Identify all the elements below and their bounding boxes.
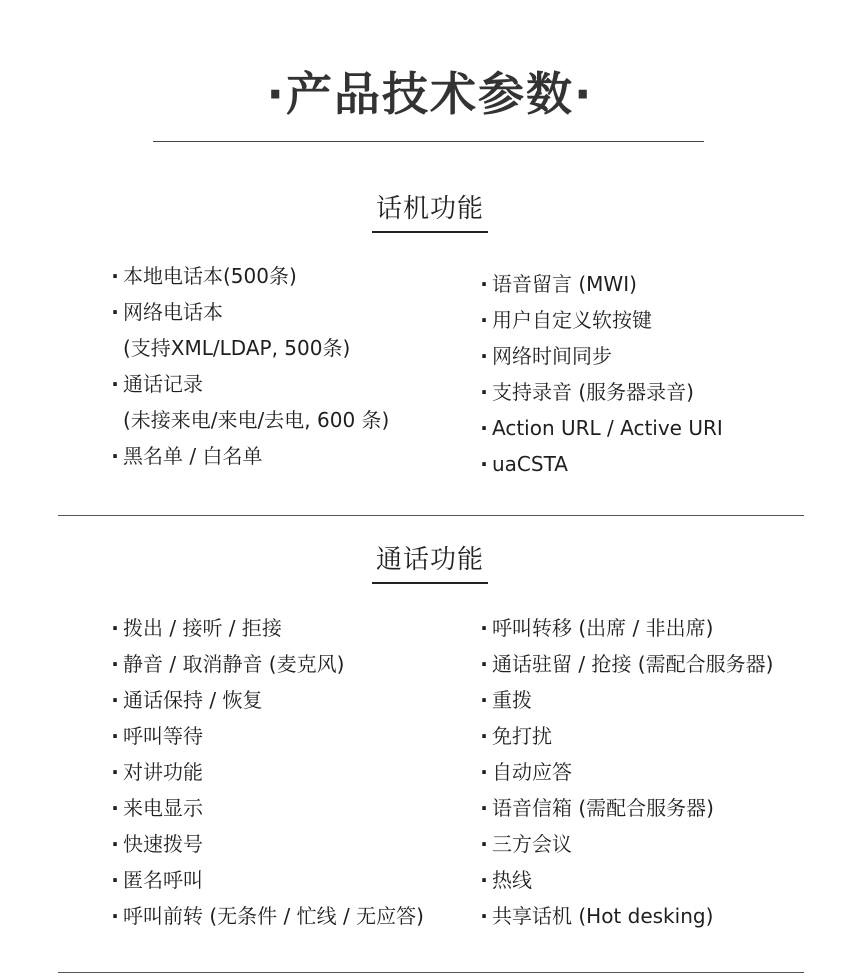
list-item-text: 呼叫前转 (无条件 / 忙线 / 无应答) bbox=[123, 904, 424, 928]
bullet: · bbox=[111, 264, 119, 288]
list-item bbox=[476, 754, 773, 790]
list-item-text: 三方会议 bbox=[492, 832, 572, 856]
list-item bbox=[476, 610, 773, 646]
list-item-text: 通话驻留 / 抢接 (需配合服务器) bbox=[492, 652, 774, 676]
bullet: · bbox=[111, 904, 119, 928]
list-item bbox=[476, 646, 773, 682]
list-item-text: Action URL / Active URI bbox=[492, 416, 723, 440]
list-item bbox=[476, 718, 773, 754]
bullet: · bbox=[111, 868, 119, 892]
list-item bbox=[476, 374, 723, 410]
list-item-text: 热线 bbox=[492, 868, 532, 892]
list-item bbox=[476, 862, 773, 898]
list-item bbox=[476, 266, 723, 302]
list-item bbox=[107, 610, 424, 646]
bullet: · bbox=[111, 760, 119, 784]
list-item-text: 拨出 / 接听 / 拒接 bbox=[123, 616, 282, 640]
list-item bbox=[107, 258, 389, 294]
list-item bbox=[476, 302, 723, 338]
call-features-left-list bbox=[107, 610, 424, 934]
list-item-text: 免打扰 bbox=[492, 724, 552, 748]
bullet: · bbox=[111, 796, 119, 820]
list-item-subtext: (支持XML/LDAP, 500条) bbox=[123, 336, 351, 360]
list-item-text: 快速拨号 bbox=[123, 832, 203, 856]
list-item bbox=[107, 826, 424, 862]
list-item-text: 用户自定义软按键 bbox=[492, 308, 652, 332]
list-item-text: 通话保持 / 恢复 bbox=[123, 688, 263, 712]
list-item-text: 通话记录 bbox=[123, 372, 203, 396]
list-item-text: 支持录音 (服务器录音) bbox=[492, 380, 694, 404]
section-heading-text: 话机功能 bbox=[372, 188, 488, 233]
list-item bbox=[476, 410, 723, 446]
bullet: · bbox=[480, 308, 488, 332]
phone-features-left-list bbox=[107, 258, 389, 474]
bullet: · bbox=[480, 616, 488, 640]
bullet: · bbox=[480, 796, 488, 820]
bullet: · bbox=[480, 868, 488, 892]
list-item bbox=[107, 790, 424, 826]
list-item bbox=[107, 862, 424, 898]
list-item-text: 呼叫等待 bbox=[123, 724, 203, 748]
bullet: · bbox=[111, 724, 119, 748]
bullet: · bbox=[480, 416, 488, 440]
list-item bbox=[476, 338, 723, 374]
list-item-text: uaCSTA bbox=[492, 452, 568, 476]
list-item-text: 对讲功能 bbox=[123, 760, 203, 784]
list-item-text: 网络时间同步 bbox=[492, 344, 612, 368]
list-item-text: 呼叫转移 (出席 / 非出席) bbox=[492, 616, 714, 640]
bullet: · bbox=[480, 724, 488, 748]
list-item-subtext: (未接来电/来电/去电, 600 条) bbox=[123, 408, 390, 432]
list-item-text: 黑名单 / 白名单 bbox=[123, 444, 263, 468]
bullet: · bbox=[480, 832, 488, 856]
section-heading-phone-features bbox=[0, 188, 860, 233]
bullet: · bbox=[111, 832, 119, 856]
bullet: · bbox=[480, 344, 488, 368]
page-title: ·产品技术参数· bbox=[266, 67, 594, 121]
bullet: · bbox=[480, 904, 488, 928]
section-heading-call-features bbox=[0, 539, 860, 584]
list-item bbox=[476, 682, 773, 718]
bullet: · bbox=[111, 372, 119, 396]
bullet: · bbox=[111, 444, 119, 468]
section-heading-text: 通话功能 bbox=[372, 539, 488, 584]
bullet: · bbox=[480, 272, 488, 296]
list-item bbox=[107, 294, 389, 366]
bullet: · bbox=[111, 616, 119, 640]
bullet: · bbox=[480, 652, 488, 676]
bullet: · bbox=[111, 688, 119, 712]
list-item bbox=[107, 682, 424, 718]
list-item-text: 静音 / 取消静音 (麦克风) bbox=[123, 652, 345, 676]
title-divider bbox=[153, 141, 704, 142]
list-item bbox=[107, 718, 424, 754]
list-item bbox=[107, 754, 424, 790]
list-item-text: 本地电话本(500条) bbox=[123, 264, 297, 288]
list-item-text: 匿名呼叫 bbox=[123, 868, 203, 892]
bullet: · bbox=[480, 380, 488, 404]
bullet: · bbox=[111, 652, 119, 676]
list-item-text: 语音信箱 (需配合服务器) bbox=[492, 796, 714, 820]
list-item-text: 自动应答 bbox=[492, 760, 572, 784]
bullet: · bbox=[480, 688, 488, 712]
list-item-text: 来电显示 bbox=[123, 796, 203, 820]
bullet: · bbox=[111, 300, 119, 324]
bullet: · bbox=[480, 452, 488, 476]
list-item bbox=[107, 438, 389, 474]
list-item-text: 重拨 bbox=[492, 688, 532, 712]
bullet: · bbox=[480, 760, 488, 784]
list-item bbox=[476, 898, 773, 934]
list-item bbox=[107, 366, 389, 438]
phone-features-right-list bbox=[476, 266, 723, 482]
list-item-text: 共享话机 (Hot desking) bbox=[492, 904, 714, 928]
list-item-text: 语音留言 (MWI) bbox=[492, 272, 637, 296]
list-item bbox=[476, 790, 773, 826]
section-divider bbox=[58, 972, 804, 973]
section-divider bbox=[58, 515, 804, 516]
list-item bbox=[476, 446, 723, 482]
list-item bbox=[107, 898, 424, 934]
list-item bbox=[476, 826, 773, 862]
list-item bbox=[107, 646, 424, 682]
list-item-text: 网络电话本 bbox=[123, 300, 223, 324]
call-features-right-list bbox=[476, 610, 773, 934]
